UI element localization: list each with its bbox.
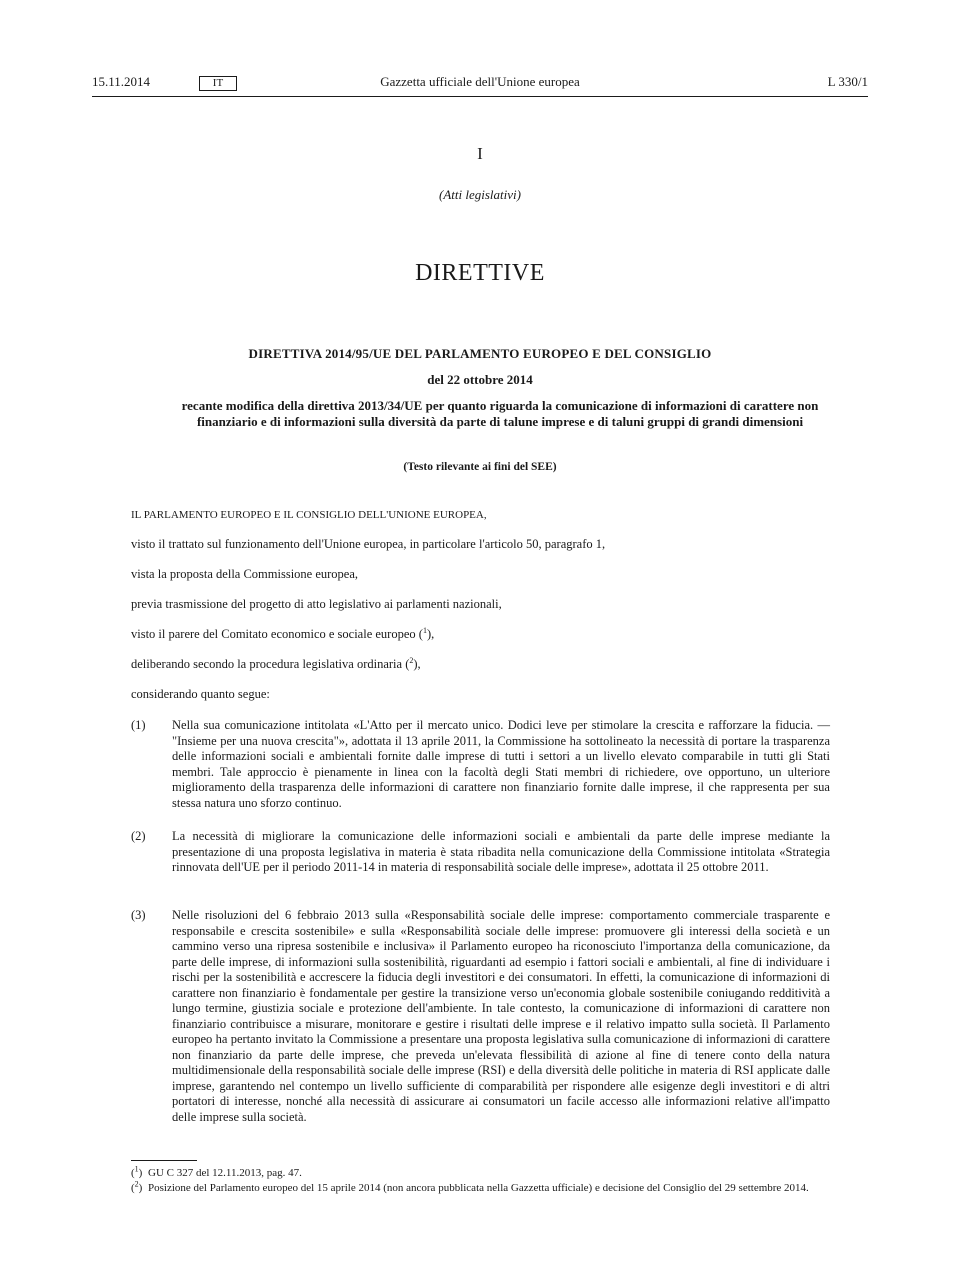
citation-transmission: previa trasmissione del progetto di atto legislativo ai parlamenti nazionali, — [131, 597, 502, 611]
directive-title: DIRETTIVA 2014/95/UE DEL PARLAMENTO EUROPEO E DEL CONSIGLIO — [248, 346, 712, 361]
footnote-number: ($^1$) — [131, 1164, 143, 1179]
publication-date: 15.11.2014 — [92, 74, 151, 89]
footnote-number-value: 2 — [134, 1179, 139, 1189]
section-heading: DIRETTIVE — [415, 260, 545, 286]
citation-opinion-text: visto il parere del Comitato economico e sociale europeo — [131, 627, 416, 641]
footnote-number-value: 1 — [134, 1164, 139, 1174]
footnote — [131, 1179, 830, 1195]
header-divider — [92, 96, 868, 97]
footnote-divider — [131, 1160, 197, 1161]
recital — [131, 829, 830, 876]
footnote-ref-1[interactable]: 1 — [422, 625, 427, 635]
page-reference: L 330/1 — [827, 74, 868, 89]
footnote — [131, 1164, 830, 1180]
recital — [131, 908, 830, 1125]
recital-number: (1) — [131, 718, 146, 732]
act-type: (Atti legislativi) — [439, 187, 521, 202]
page-header — [92, 74, 868, 96]
series-number: I — [477, 144, 483, 163]
citation-procedure: deliberando secondo la procedura legislativa ordinaria ($^2$), — [131, 655, 421, 671]
citation-proposal: vista la proposta della Commissione europea, — [131, 567, 359, 581]
recital — [131, 718, 830, 811]
directive-subject: recante modifica della direttiva 2013/34/UE per quanto riguarda la comunicazione di informazioni di carattere non finanziario e di informazioni sulla diversità da parte di talune imprese e di taluni gruppi di grandi dimensioni — [181, 398, 819, 429]
preamble-parties: IL PARLAMENTO EUROPEO E IL CONSIGLIO DELL'UNIONE EUROPEA, — [131, 509, 487, 521]
eea-relevance: (Testo rilevante ai fini del SEE) — [403, 461, 557, 473]
citation-treaty: visto il trattato sul funzionamento dell'Unione europea, in particolare l'articolo 50, paragrafo 1, — [131, 537, 606, 551]
recital-text: La necessità di migliorare la comunicazione delle informazioni sociali e ambientali da parte delle imprese mediante la presentazione di una proposta legislativa in materia è stata ribadita nella comunicazione della Commissione intitolata «Strategia rinnovata dell'UE per il periodo 2011-14 in materia di responsabilità sociale delle imprese», adottata il 25 ottobre 2011. — [172, 829, 830, 874]
language-badge: IT — [199, 76, 237, 91]
citation-procedure-text: deliberando secondo la procedura legislativa ordinaria — [131, 657, 403, 671]
journal-title: Gazzetta ufficiale dell'Unione europea — [380, 74, 580, 89]
directive-date: del 22 ottobre 2014 — [427, 372, 533, 387]
footnote-ref-2[interactable]: 2 — [409, 655, 414, 665]
citation-opinion: visto il parere del Comitato economico e sociale europeo ($^1$), — [131, 625, 435, 641]
footnote-number: ($^2$) — [131, 1179, 143, 1194]
recital-text: Nella sua comunicazione intitolata «L'Atto per il mercato unico. Dodici leve per stimolare la crescita e rafforzare la fiducia. — "Insieme per una nuova crescita"», adottata il 13 aprile 2011, la Commissione ha sottolineato la necessità di portare la trasparenza delle informazioni sociali e ambientali fornite dalle imprese di tutti i settori a un livello elevato comparabile in tutti gli Stati membri. Tale approccio è pienamente in linea con la facoltà degli Stati membri di richiedere, ove opportuno, un ulteriore miglioramento della trasparenza delle informazioni di carattere non finanziario fornite dalle imprese, il che rappresenta per sua stessa natura uno sforzo continuo. — [172, 718, 830, 810]
whereas-intro: considerando quanto segue: — [131, 687, 270, 701]
recital-text: Nelle risoluzioni del 6 febbraio 2013 sulla «Responsabilità sociale delle imprese: comportamento commerciale trasparente e responsabile e crescita sostenibile» e sulla «Responsabilità sociale delle imprese: promuovere gli interessi della società e un cammino verso una ripresa sostenibile e inclusiva» il Parlamento europeo ha riconosciuto l'importanza della comunicazione, da parte delle imprese, di informazioni sulla sostenibilità, riguardanti ad esempio i fattori sociali e ambientali, al fine di individuare i rischi per la sostenibilità e accrescere la fiducia degli investitori e dei consumatori. In effetti, la comunicazione di informazioni di carattere non finanziario è fondamentale per gestire la transizione verso un'economia globale sostenibile coniugando redditività a lungo termine, giustizia sociale e protezione dell'ambiente. In tale contesto, la comunicazione di informazioni di carattere non finanziario contribuisce a misurare, monitorare e gestire i risultati delle imprese e il relativo impatto sulla società. Il Parlamento europeo ha pertanto invitato la Commissione a presentare una proposta legislativa sulla comunicazione di informazioni di carattere non finanziario da parte delle imprese, che preveda un'elevata flessibilità di azione al fine di tenere conto della natura multidimensionale della responsabilità sociale delle imprese (RSI) e della diversità delle politiche in materia di RSI applicate dalle imprese, garantendo nel contempo un livello sufficiente di comparabilità per rispondere alle esigenze degli investitori e di altri portatori di interesse, nonché alla necessità di assicurare ai consumatori un facile accesso alle informazioni relative all'impatto delle imprese sulla società. — [172, 908, 830, 1124]
recital-number: (2) — [131, 829, 146, 843]
footnote-text: GU C 327 del 12.11.2013, pag. 47. — [148, 1167, 302, 1179]
footnote-text: Posizione del Parlamento europeo del 15 aprile 2014 (non ancora pubblicata nella Gazzetta ufficiale) e decisione del Consiglio del 29 settembre 2014. — [148, 1182, 809, 1194]
recital-number: (3) — [131, 908, 146, 922]
